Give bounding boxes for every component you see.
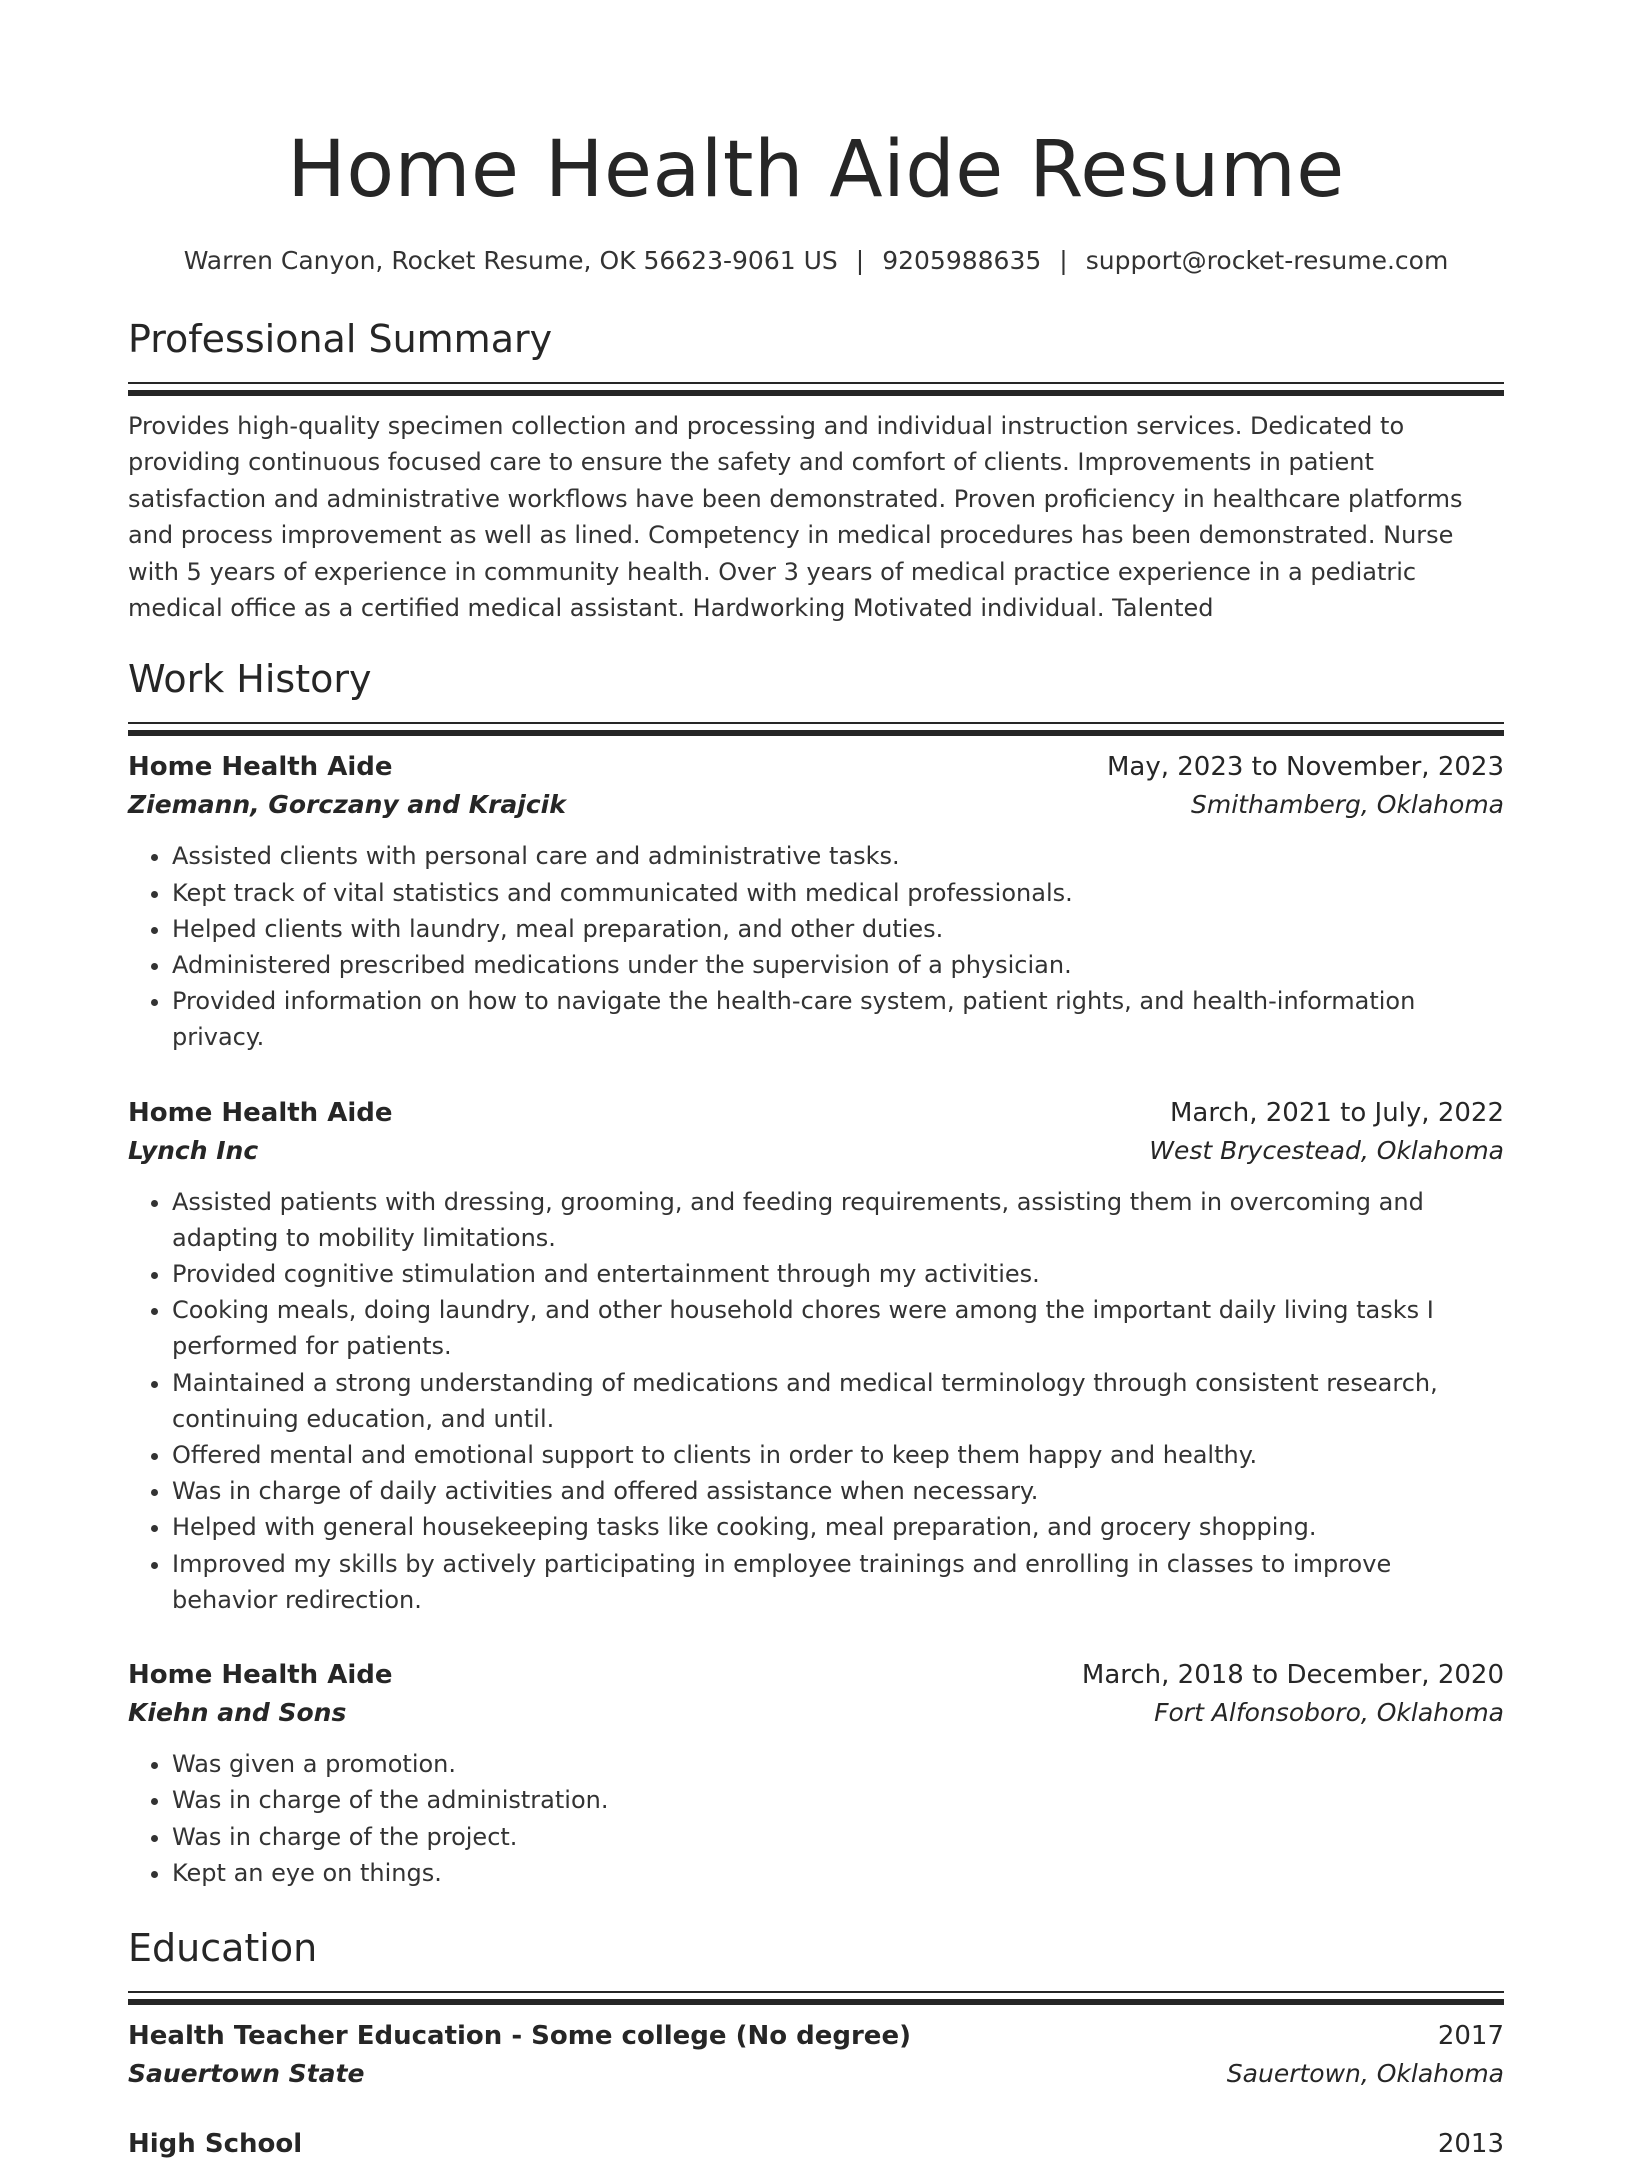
- job-list: [128, 748, 1504, 1890]
- job-bullet: • Provided cognitive stimulation and entertainment through my activities.: [172, 1256, 1504, 1292]
- section-divider: [128, 382, 1504, 388]
- resume-title: Home Health Aide Resume: [287, 125, 1345, 215]
- job-bullet: • Improved my skills by actively participating in employee trainings and enrolling in classes to improve behavior redirection.: [172, 1546, 1504, 1618]
- section-divider: [128, 1991, 1504, 1997]
- job-bullet-list: [128, 1184, 1504, 1618]
- job-bullet: • Kept an eye on things.: [172, 1855, 1504, 1891]
- company-name: Lynch Inc: [128, 1135, 259, 1165]
- job-entry: [128, 1656, 1504, 1891]
- job-location: Smithamberg, Oklahoma: [1190, 790, 1504, 820]
- job-title: Home Health Aide: [128, 1097, 393, 1128]
- contact-separator: |: [855, 246, 865, 275]
- job-bullet: • Helped clients with laundry, meal preparation, and other duties.: [172, 911, 1504, 947]
- job-bullet: • Assisted clients with personal care and administrative tasks.: [172, 838, 1504, 874]
- section-divider: [128, 722, 1504, 728]
- education-header-row: [128, 2125, 1504, 2163]
- contact-phone: 9205988635: [882, 246, 1042, 275]
- education-list: [128, 2017, 1504, 2163]
- job-company-row: [128, 1694, 1504, 1732]
- job-entry: [128, 1094, 1504, 1618]
- section-heading-summary: Professional Summary: [128, 317, 553, 361]
- job-title: Home Health Aide: [128, 752, 393, 783]
- professional-summary-section: [128, 314, 1504, 626]
- summary-text: Provides high-quality specimen collection and processing and individual instruction services. Dedicated to providing continuous focused care to ensure the safety and comfort of clients. Improvements in patient satisfaction and administrative workflows have been demonstrated. Proven proficiency in healthcare platforms and process improvement as well as lined. Competency in medical procedures has been demonstrated. Nurse with 5 years of experience in community health. Over 3 years of medical practice experience in a pediatric medical office as a certified medical assistant. Hardworking Motivated individual. Talented: [128, 412, 1463, 623]
- job-entry: [128, 748, 1504, 1055]
- contact-separator: |: [1059, 246, 1068, 275]
- job-bullet: • Kept track of vital statistics and communicated with medical professionals.: [172, 875, 1504, 911]
- job-bullet: • Assisted patients with dressing, grooming, and feeding requirements, assisting them in overcoming and adapting to mobility limitations.: [172, 1184, 1504, 1256]
- job-company-row: [128, 1132, 1504, 1170]
- company-name: Kiehn and Sons: [128, 1698, 347, 1728]
- job-header-row: [128, 748, 1504, 786]
- job-bullet: • Maintained a strong understanding of medications and medical terminology through consistent research, continuing education, and until.: [172, 1365, 1504, 1437]
- education-degree: High School: [128, 2128, 303, 2159]
- contact-email: support@rocket-resume.com: [1085, 246, 1449, 275]
- job-bullet: • Was in charge of the project.: [172, 1819, 1504, 1855]
- education-school: Sauertown State: [128, 2058, 365, 2088]
- job-dates: March, 2018 to December, 2020: [1081, 1660, 1504, 1691]
- job-bullet: • Cooking meals, doing laundry, and other household chores were among the important daily living tasks I performed for patients.: [172, 1292, 1504, 1364]
- education-year: 2017: [1437, 2020, 1504, 2051]
- job-location: West Brycestead, Oklahoma: [1149, 1135, 1504, 1165]
- work-history-section: [128, 654, 1504, 1890]
- job-location: Fort Alfonsoboro, Oklahoma: [1154, 1698, 1504, 1728]
- job-dates: March, 2021 to July, 2022: [1169, 1097, 1504, 1128]
- company-name: Ziemann, Gorczany and Krajcik: [128, 790, 566, 820]
- education-entry: [128, 2017, 1504, 2093]
- job-dates: May, 2023 to November, 2023: [1106, 752, 1504, 783]
- education-entry: [128, 2125, 1504, 2163]
- education-school-row: [128, 2055, 1504, 2093]
- job-bullet: • Helped with general housekeeping tasks like cooking, meal preparation, and grocery shopping.: [172, 1509, 1504, 1545]
- job-company-row: [128, 786, 1504, 824]
- job-bullet: • Provided information on how to navigate the health-care system, patient rights, and health-information privacy.: [172, 983, 1504, 1055]
- contact-address: Warren Canyon, Rocket Resume, OK 56623-9061 US: [183, 246, 838, 275]
- job-bullet: • Administered prescribed medications under the supervision of a physician.: [172, 947, 1504, 983]
- education-section: [128, 1923, 1504, 2163]
- education-header-row: [128, 2017, 1504, 2055]
- job-bullet: • Was in charge of daily activities and offered assistance when necessary.: [172, 1473, 1504, 1509]
- education-year: 2013: [1437, 2128, 1504, 2159]
- job-bullet: • Offered mental and emotional support to clients in order to keep them happy and healthy.: [172, 1437, 1504, 1473]
- education-location: Sauertown, Oklahoma: [1226, 2058, 1504, 2088]
- section-heading-education: Education: [128, 1925, 318, 1970]
- section-heading-work: Work History: [128, 657, 372, 702]
- contact-line: [128, 244, 1504, 278]
- job-bullet-list: [128, 838, 1504, 1055]
- education-degree: Health Teacher Education - Some college (No degree): [128, 2020, 911, 2051]
- job-bullet: • Was given a promotion.: [172, 1746, 1504, 1782]
- job-title: Home Health Aide: [128, 1660, 393, 1691]
- job-bullet-list: [128, 1746, 1504, 1891]
- job-bullet: • Was in charge of the administration.: [172, 1782, 1504, 1818]
- job-header-row: [128, 1094, 1504, 1132]
- job-header-row: [128, 1656, 1504, 1694]
